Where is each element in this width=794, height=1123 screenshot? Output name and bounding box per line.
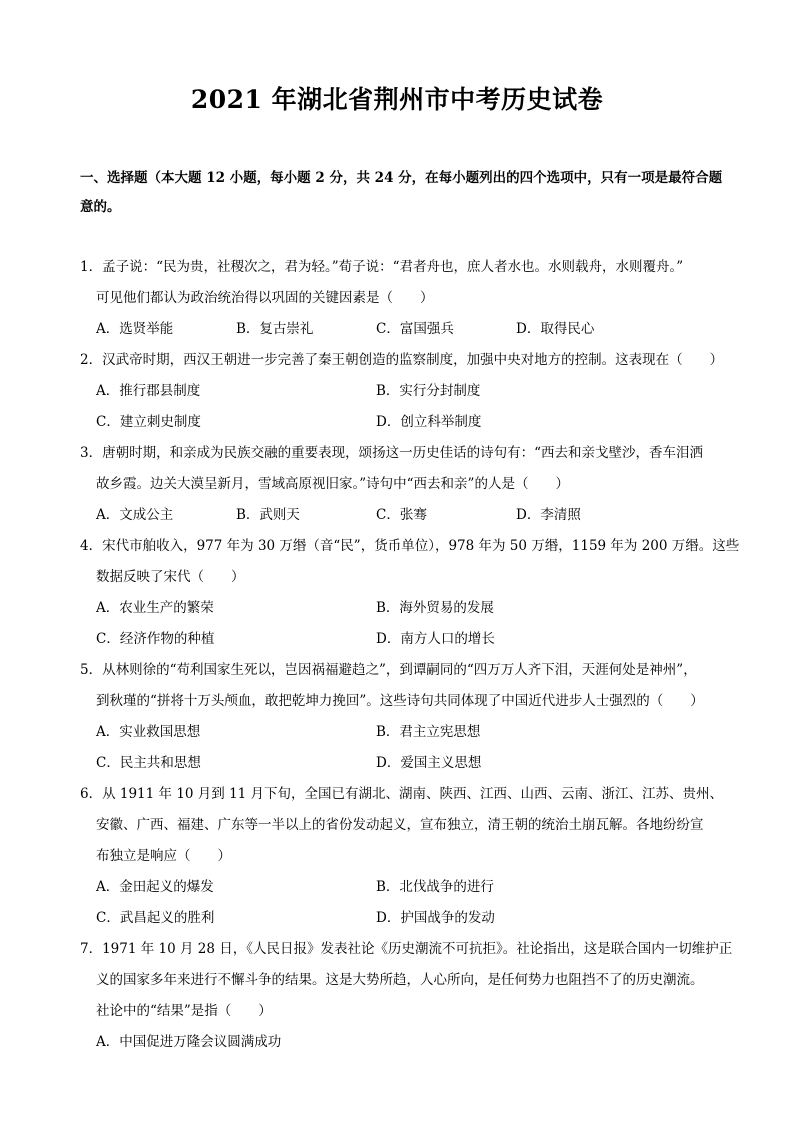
answer-option[interactable]: D．取得民心 — [516, 321, 595, 337]
question-text-line: 义的国家多年来进行不懈斗争的结果。这是大势所趋，人心所向，是任何势力也阻挡不了的历史潮流。 — [96, 972, 704, 988]
options-row — [80, 407, 730, 438]
answer-option[interactable]: B．君主立宪思想 — [376, 724, 481, 740]
question-text-line: 安徽、广西、福建、广东等一半以上的省份发动起义，宣布独立，清王朝的统治土崩瓦解。各地纷纷宣 — [96, 817, 704, 833]
answer-option[interactable]: A．中国促进万隆会议圆满成功 — [96, 1034, 282, 1050]
question-text-line: 布独立是响应（ ） — [96, 848, 231, 864]
question-text-line: 3．唐朝时期，和亲成为民族交融的重要表现，颂扬这一历史佳话的诗句有：“西去和亲戈壁沙，香车泪洒 — [80, 445, 703, 461]
answer-option[interactable]: D．南方人口的增长 — [376, 631, 495, 647]
answer-option[interactable]: A．实业救国思想 — [96, 724, 201, 740]
options-row — [80, 1027, 730, 1058]
question-2 — [80, 345, 730, 438]
options-row — [80, 314, 730, 345]
options-row — [80, 717, 730, 748]
question-text-line: 到秋瑾的“拼将十万头颅血，敢把乾坤力挽回”。这些诗句共同体现了中国近代进步人士强烈的（ ） — [96, 693, 704, 709]
question-text-line: 4．宋代市舶收入，977 年为 30 万缗（音“民”，货币单位），978 年为 50 万缗，1159 年为 200 万缗。这些 — [80, 538, 740, 554]
question-4 — [80, 531, 740, 655]
section-heading — [80, 164, 730, 222]
options-row — [80, 624, 730, 655]
answer-option[interactable]: B．海外贸易的发展 — [376, 600, 494, 616]
answer-option[interactable]: D．爱国主义思想 — [376, 755, 482, 771]
question-text-line: 6．从 1911 年 10 月到 11 月下旬，全国已有湖北、湖南、陕西、江西、山西、云南、浙江、江苏、贵州、 — [80, 786, 724, 802]
question-text-line: 可见他们都认为政治统治得以巩固的关键因素是（ ） — [96, 290, 434, 306]
answer-option[interactable]: C．富国强兵 — [376, 321, 454, 337]
question-1 — [80, 252, 730, 345]
options-row — [80, 593, 730, 624]
question-7 — [80, 934, 733, 1058]
question-text-line: 7．1971 年 10 月 28 日，《人民日报》发表社论《历史潮流不可抗拒》。社论指出，这是联合国内一切维护正 — [80, 941, 733, 957]
question-text-line: 5．从林则徐的“苟利国家生死以，岂因祸福避趋之”，到谭嗣同的“四万万人齐下泪，天涯何处是神州”， — [80, 662, 697, 678]
answer-option[interactable]: B．北伐战争的进行 — [376, 879, 494, 895]
options-row — [80, 872, 730, 903]
question-text-line: 故乡霞。边关大漠呈新月，雪域高原视旧家。”诗句中“西去和亲”的人是（ ） — [96, 476, 569, 492]
options-row — [80, 376, 730, 407]
answer-option[interactable]: B．复古崇礼 — [236, 321, 314, 337]
answer-option[interactable]: A．选贤举能 — [96, 321, 174, 337]
question-6 — [80, 779, 730, 934]
question-text-line: 社论中的“结果”是指（ ） — [96, 1003, 272, 1019]
question-text-line: 2．汉武帝时期，西汉王朝进一步完善了秦王朝创造的监察制度，加强中央对地方的控制。这表现在（ ） — [80, 352, 724, 368]
answer-option[interactable]: C．民主共和思想 — [96, 755, 201, 771]
question-text-line: 1．孟子说：“民为贵，社稷次之，君为轻。”荀子说：“君者舟也，庶人者水也。水则载舟，水则覆舟。” — [80, 259, 684, 275]
answer-option[interactable]: A．推行郡县制度 — [96, 383, 201, 399]
answer-option[interactable]: D．李清照 — [516, 507, 581, 523]
question-list — [80, 252, 740, 1058]
answer-option[interactable]: C．张骞 — [376, 507, 427, 523]
answer-option[interactable]: C．建立刺史制度 — [96, 414, 201, 430]
page-title: 2021 年湖北省荆州市中考历史试卷 — [190, 85, 604, 114]
answer-option[interactable]: D．护国战争的发动 — [376, 910, 495, 926]
section-heading-line: 意的。 — [80, 199, 121, 215]
options-row — [80, 748, 730, 779]
answer-option[interactable]: A．文成公主 — [96, 507, 174, 523]
section-heading-line: 一、选择题（本大题 12 小题，每小题 2 分，共 24 分，在每小题列出的四个选项中，只有一项是最符合题 — [80, 170, 723, 186]
question-text-line: 数据反映了宋代（ ） — [96, 569, 245, 585]
answer-option[interactable]: D．创立科举制度 — [376, 414, 482, 430]
answer-option[interactable]: A．农业生产的繁荣 — [96, 600, 214, 616]
options-row — [80, 500, 730, 531]
answer-option[interactable]: A．金田起义的爆发 — [96, 879, 214, 895]
answer-option[interactable]: C．经济作物的种植 — [96, 631, 215, 647]
options-row — [80, 903, 730, 934]
answer-option[interactable]: B．武则天 — [236, 507, 300, 523]
answer-option[interactable]: C．武昌起义的胜利 — [96, 910, 215, 926]
question-3 — [80, 438, 730, 531]
answer-option[interactable]: B．实行分封制度 — [376, 383, 481, 399]
question-5 — [80, 655, 730, 779]
